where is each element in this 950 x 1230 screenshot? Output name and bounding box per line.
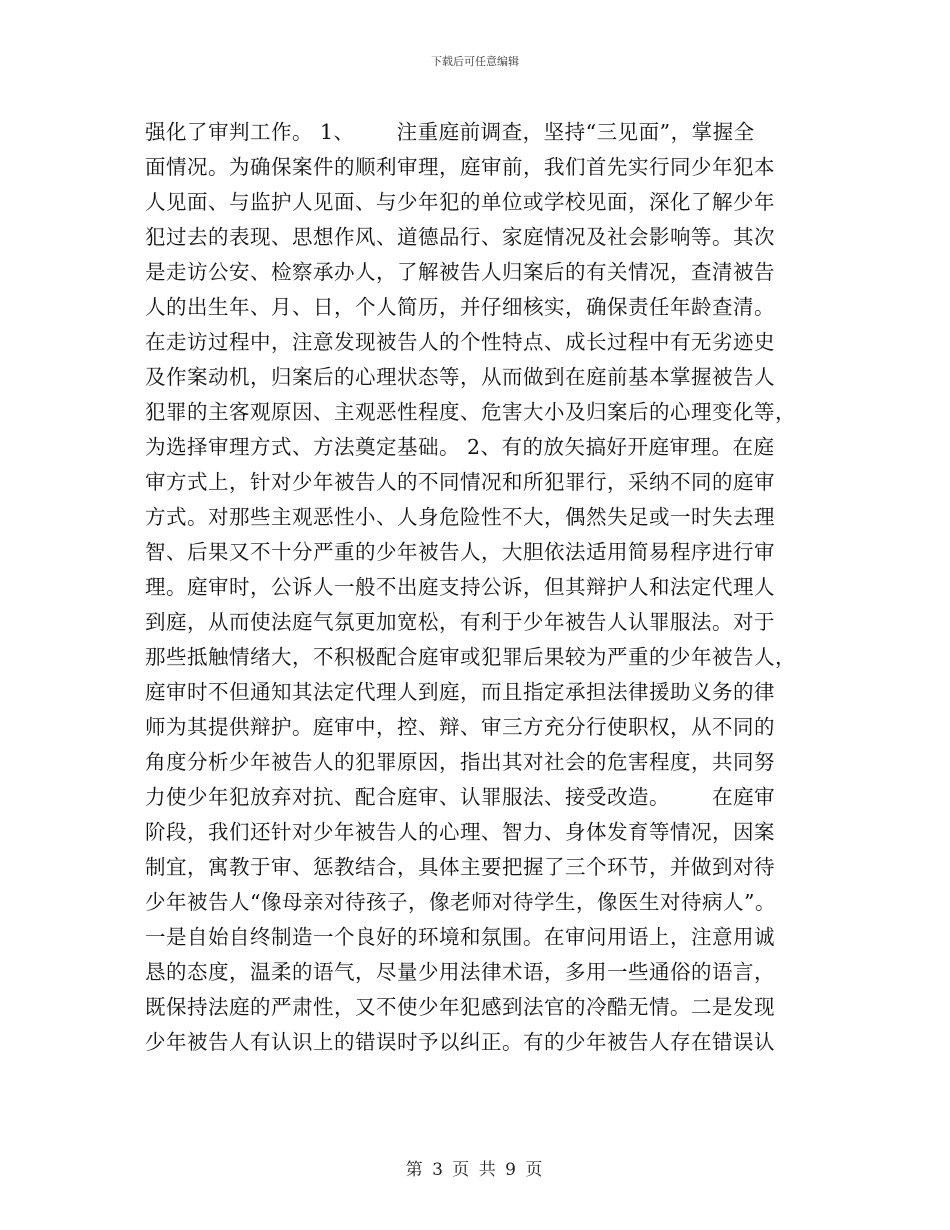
text-line: 审方式上，针对少年被告人的不同情况和所犯罪行，采纳不同的庭审: [145, 470, 775, 494]
text-line: 少年被告人有认识上的错误时予以纠正。有的少年被告人存在错误认: [145, 1030, 775, 1054]
text-line: 是走访公安、检察承办人，了解被告人归案后的有关情况，查清被告: [145, 260, 775, 284]
text-line: 及作案动机，归案后的心理状态等，从而做到在庭前基本掌握被告人: [145, 365, 775, 389]
text-line: 犯罪的主客观原因、主观恶性程度、危害大小及归案后的心理变化等，: [145, 400, 796, 424]
text-line: 力使少年犯放弃对抗、配合庭审、认罪服法、接受改造。 在庭审: [145, 785, 776, 809]
text-line: 制宜，寓教于审、惩教结合，具体主要把握了三个环节，并做到对待: [145, 855, 775, 879]
text-line: 既保持法庭的严肃性，又不使少年犯感到法官的冷酷无情。二是发现: [145, 995, 775, 1019]
body-text: [145, 115, 815, 1060]
page-header: 下载后可任意编辑: [431, 55, 519, 68]
text-line: 到庭，从而使法庭气氛更加宽松，有利于少年被告人认罪服法。对于: [145, 610, 775, 634]
text-line: 面情况。为确保案件的顺利审理，庭审前，我们首先实行同少年犯本: [145, 155, 775, 179]
text-line: 理。庭审时，公诉人一般不出庭支持公诉，但其辩护人和法定代理人: [145, 575, 775, 599]
text-line: 犯过去的表现、思想作风、道德品行、家庭情况及社会影响等。其次: [145, 225, 775, 249]
text-line: 方式。对那些主观恶性小、人身危险性不大，偶然失足或一时失去理: [145, 505, 775, 529]
text-line: 人见面、与监护人见面、与少年犯的单位或学校见面，深化了解少年: [145, 190, 775, 214]
text-line: 恳的态度，温柔的语气，尽量少用法律术语，多用一些通俗的语言，: [145, 960, 775, 984]
text-line: 人的出生年、月、日，个人简历，并仔细核实，确保责任年龄查清。: [145, 295, 775, 319]
text-line: 阶段，我们还针对少年被告人的心理、智力、身体发育等情况，因案: [145, 820, 775, 844]
text-line: 智、后果又不十分严重的少年被告人，大胆依法适用简易程序进行审: [145, 540, 775, 564]
text-line: 为选择审理方式、方法奠定基础。 2、有的放矢搞好开庭审理。在庭: [145, 435, 775, 459]
text-line: 庭审时不但通知其法定代理人到庭，而且指定承担法律援助义务的律: [145, 680, 775, 704]
text-line: 一是自始自终制造一个良好的环境和氛围。在审问用语上，注意用诚: [145, 925, 775, 949]
text-line: 少年被告人“像母亲对待孩子，像老师对待学生，像医生对待病人”。: [145, 890, 776, 914]
text-line: 角度分析少年被告人的犯罪原因，指出其对社会的危害程度，共同努: [145, 750, 775, 774]
text-line: 强化了审判工作。 1、 注重庭前调查，坚持“三见面”，掌握全: [145, 120, 755, 144]
text-line: 师为其提供辩护。庭审中，控、辩、审三方充分行使职权，从不同的: [145, 715, 775, 739]
text-line: 在走访过程中，注意发现被告人的个性特点、成长过程中有无劣迹史: [145, 330, 775, 354]
page-footer: 第 3 页 共 9 页: [405, 1160, 545, 1180]
text-line: 那些抵触情绪大，不积极配合庭审或犯罪后果较为严重的少年被告人，: [145, 645, 796, 669]
